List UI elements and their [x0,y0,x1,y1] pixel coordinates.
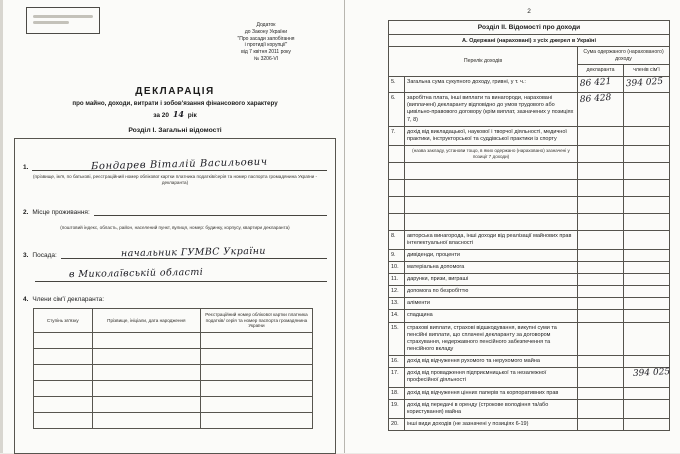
income-value-declarant [578,387,624,399]
income-value-declarant [578,368,624,387]
income-value-family [624,230,670,249]
income-row [389,76,670,93]
income-value-family [624,322,670,356]
income-row-number [389,179,405,196]
law-reference-line: Додаток [256,22,276,28]
income-row-label: інші види доходів (не зазначені у позиціях 6-19) [405,419,578,431]
income-row [389,419,670,431]
income-row-number: 12. [389,286,405,298]
income-row-label [405,162,578,179]
income-row-label: дохід від викладацької, наукової і творчої діяльності, медичної практики, інструкторської та суддівської практики із спорту [405,126,578,145]
family-col-name: Прізвище, ініціали, дата народження [92,308,201,332]
family-empty-cell [201,413,312,429]
family-empty-cell [92,365,201,381]
income-row-label: авторська винагорода, інші доходи від реалізації майнових прав інтелектуальної власності [405,230,578,249]
income-empty-row [389,196,670,213]
income-row [389,322,670,356]
income-value-declarant [578,419,624,431]
income-row [389,298,670,310]
family-empty-cell [34,349,93,365]
family-empty-cell [34,365,93,381]
income-row-number: 13. [389,298,405,310]
income-empty-row [389,179,670,196]
income-row-label: страхові виплати, страхові відшкодування, викупні суми та пенсійні виплати, що сплачені декларанту за договором страхування, недержавного пенсійного забезпечення та пенсійного вкладу [405,322,578,356]
law-reference-line: і протидії корупції" [244,42,288,49]
income-row-label: дохід від відчуження цінних паперів та корпоративних прав [405,387,578,399]
income-value-family [624,76,670,93]
income-row-label: спадщина [405,310,578,322]
item-4-family [23,296,327,303]
item-3-position [23,247,327,259]
income-value-declarant [578,230,624,249]
income-empty-row [389,213,670,230]
income-table-body [389,76,670,431]
income-row-number: 11. [389,274,405,286]
subsection-a-row [389,35,670,47]
income-value-family [624,274,670,286]
income-value-declarant [578,274,624,286]
income-empty-row [389,162,670,179]
income-value-family [624,196,670,213]
income-row-label [405,196,578,213]
family-empty-row [34,413,313,429]
scan-edge-shadow [0,0,3,453]
family-empty-row [34,365,313,381]
income-row [389,387,670,399]
income-row-label: заробітна плата, інші виплати та винагороди, нараховані (виплачені) декларанту відповідно до умов трудового або цивільно-правового договору (крім виплат, зазначених у позиціях 7, 8) [405,93,578,127]
income-row [389,310,670,322]
declaration-page-2 [388,0,670,453]
col-sum-header: Сума одержаного (нарахованого) доходу [578,47,670,65]
income-value-family [624,419,670,431]
item-2-residence [23,204,327,216]
income-row-number: 9. [389,249,405,261]
name-write-line [32,156,327,173]
income-value-family [624,162,670,179]
position-write-line-2 [35,263,327,282]
income-table [388,20,670,431]
income-row-number: 20. [389,419,405,431]
income-value-declarant [578,286,624,298]
income-value-declarant [578,356,624,368]
income-row-label [405,179,578,196]
family-empty-cell [34,397,93,413]
family-empty-cell [201,381,312,397]
income-row-label: дивіденди, проценти [405,249,578,261]
declaration-subtitle: про майно, доходи, витрати і зобов'язання фінансового характеру [72,100,278,107]
item-4-number: 4. [23,295,29,303]
law-reference-line: № 3206-VI [253,55,279,62]
handwritten-amount: 86 421 [579,76,612,89]
income-row-label: (назва закладу, установи тощо, в яких одержано (нараховано) зазначені у позиції 7 доходи) [405,146,578,162]
section1-title: Розділ I. Загальні відомості [128,127,222,134]
income-row-number: 8. [389,230,405,249]
income-note-row [389,146,670,162]
income-value-family [624,213,670,230]
year-suffix: рік [187,112,197,119]
income-row-label: Загальна сума сукупного доходу, гривні, у т. ч.: [405,76,578,93]
stamp-illegible-line [33,21,69,24]
income-value-family [624,387,670,399]
income-row-number: 5. [389,76,405,93]
income-value-declarant [578,76,624,93]
col-declarant: декларанта [578,65,624,77]
family-table-header-row [34,308,313,332]
income-value-declarant [578,261,624,273]
income-row [389,368,670,387]
income-value-family [624,310,670,322]
family-empty-cell [201,397,312,413]
income-value-declarant [578,146,624,162]
income-value-declarant [578,298,624,310]
item-2-number: 2. [23,208,29,216]
income-row-number: 15. [389,322,405,356]
declaration-title: ДЕКЛАРАЦІЯ [135,86,215,97]
income-row [389,261,670,273]
family-empty-cell [92,397,201,413]
law-reference [196,22,336,63]
income-value-family [624,126,670,145]
income-row-number: 17. [389,368,405,387]
family-empty-cell [34,381,93,397]
income-row-number: 19. [389,399,405,418]
page-seam [344,0,345,453]
income-value-family [624,399,670,418]
income-value-declarant [578,399,624,418]
item-2-fineprint: (поштовий індекс, область, район, населений пункт, вулиця, номер: будинку, корпусу, квартири декларанта) [60,224,290,230]
family-empty-row [34,397,313,413]
family-empty-cell [201,333,312,349]
family-members-table [33,308,313,429]
income-row [389,126,670,145]
income-row [389,399,670,418]
handwritten-amount: 394 025 [632,367,671,380]
declarant-name-handwritten: Бондарев Віталій Васильович [91,156,269,173]
income-row [389,274,670,286]
page-number: 2 [527,8,531,15]
income-value-family [624,356,670,368]
income-row [389,249,670,261]
income-columns-row-1 [389,47,670,65]
family-empty-cell [92,349,201,365]
col-family: членів сім'ї [624,65,670,77]
income-row [389,230,670,249]
income-value-family [624,146,670,162]
item-2-label: Місце проживання: [32,208,90,216]
income-row-number: 14. [389,310,405,322]
income-row-label: дохід від провадження підприємницької та незалежної професійної діяльності [405,368,578,387]
income-value-declarant [578,213,624,230]
income-row-label: дарунки, призи, виграші [405,274,578,286]
item-3-label: Посада: [32,251,57,259]
family-empty-cell [34,413,93,429]
income-value-declarant [578,126,624,145]
item-3-number: 3. [23,251,29,259]
declaration-year-line [10,109,340,119]
family-empty-cell [92,381,201,397]
subsection-a-title: А. Одержані (нараховані) з усіх джерел в Україні [389,35,670,47]
income-value-declarant [578,179,624,196]
family-col-taxnumber: Реєстраційний номер облікової картки платника податків/ серія та номер паспорта громадянина України [201,308,312,332]
income-value-family [624,93,670,127]
item-1-name [23,156,327,173]
income-row-number: 10. [389,261,405,273]
income-value-declarant [578,249,624,261]
family-empty-row [34,349,313,365]
income-row [389,356,670,368]
residence-write-line [94,204,327,216]
income-value-family [624,249,670,261]
income-value-family [624,286,670,298]
income-value-family [624,298,670,310]
family-empty-cell [92,413,201,429]
section2-title: Розділ II. Відомості про доходи [389,21,670,35]
family-empty-cell [201,365,312,381]
income-value-family [624,179,670,196]
income-value-declarant [578,310,624,322]
handwritten-amount: 394 025 [625,76,664,89]
law-reference-line: від 7 квітня 2011 року [241,49,291,55]
income-value-family [624,368,670,387]
handwritten-amount: 86 428 [579,93,612,106]
family-table-body [34,333,313,429]
law-reference-line: до Закону України [244,28,288,35]
law-reference-line: "Про засади запобігання [237,35,295,42]
family-empty-row [34,333,313,349]
income-row-number [389,162,405,179]
year-handwritten-value: 14 [172,109,184,119]
income-row-label: аліменти [405,298,578,310]
income-value-declarant [578,93,624,127]
family-empty-cell [92,333,201,349]
item-1-number: 1. [23,164,29,171]
income-row-label [405,213,578,230]
income-row-number: 18. [389,387,405,399]
income-row-label: дохід від передачі в оренду (строкове володіння та/або користування) майна [405,399,578,418]
section2-header-row [389,21,670,35]
section1-box [14,138,336,454]
income-row-number: 16. [389,356,405,368]
income-row-label: матеріальна допомога [405,261,578,273]
corner-stamp-box [26,7,100,34]
year-prefix: за 20 [153,112,169,119]
position-handwritten-line1: начальник ГУМВС України [121,245,267,260]
income-row-number [389,196,405,213]
col-income-list: Перелік доходів [389,47,578,77]
item-1-fineprint: (прізвище, ім'я, по батькові, реєстраційний номер облікової картки платника податків/серія та номер паспорта громадянина України - декларанта) [33,174,317,185]
income-value-declarant [578,162,624,179]
income-row [389,286,670,298]
income-row-label: дохід від відчуження рухомого та нерухомого майна [405,356,578,368]
family-empty-cell [34,333,93,349]
income-value-family [624,261,670,273]
declaration-page-1 [10,0,340,453]
income-value-declarant [578,322,624,356]
income-row-number [389,213,405,230]
family-empty-cell [201,349,312,365]
income-row-number: 7. [389,126,405,145]
family-col-relation: Ступінь зв'язку [34,308,93,332]
item-4-label: Члени сім'ї декларанта: [32,295,105,303]
position-handwritten-line2: в Миколаївській області [68,266,204,281]
income-row-number: 6. [389,93,405,127]
income-row [389,93,670,127]
income-value-declarant [578,196,624,213]
income-row-label: допомога по безробіттю [405,286,578,298]
stamp-illegible-line [33,15,93,18]
position-write-line [61,247,327,259]
family-empty-row [34,381,313,397]
income-row-number [389,146,405,162]
